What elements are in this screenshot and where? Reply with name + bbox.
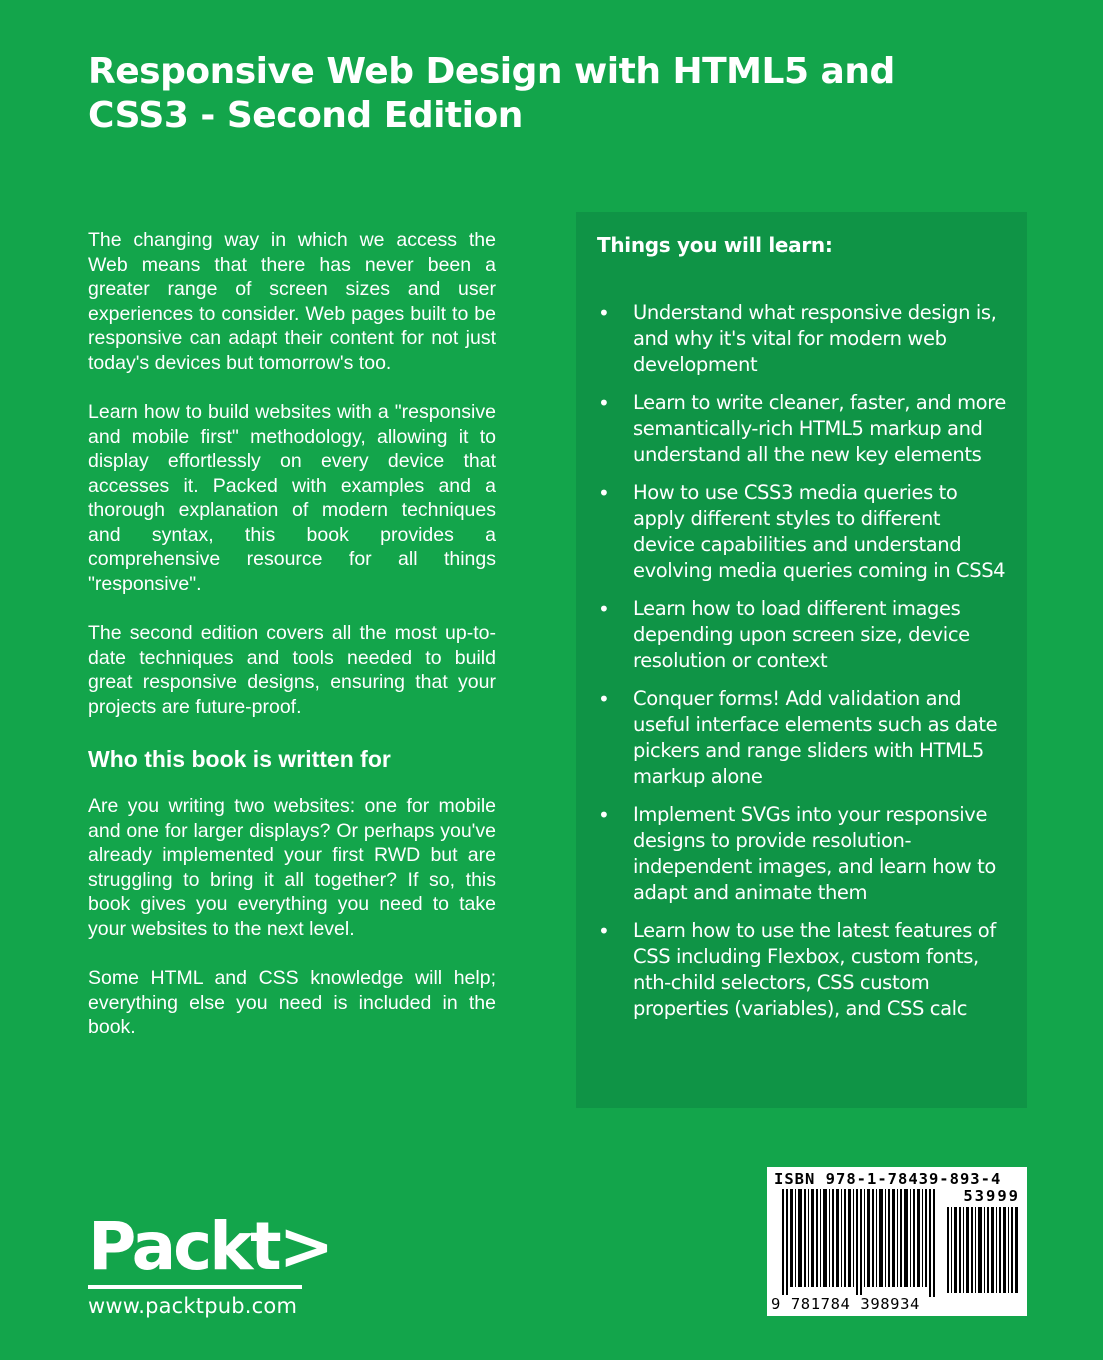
packt-logo-text: Packt> bbox=[88, 1208, 332, 1285]
bullet-icon: • bbox=[598, 481, 610, 505]
barcode-digits: 9 781784 398934 bbox=[771, 1295, 920, 1313]
description-paragraph-1: The changing way in which we access the Web means that there has never been a greater range of screen sizes and user experiences to consider. Web pages built to be responsive can adapt their content for not just today's devices but tomorrow's too. bbox=[88, 229, 496, 374]
bullet-icon: • bbox=[598, 919, 610, 943]
learn-panel bbox=[576, 212, 1027, 1108]
bullet-icon: • bbox=[598, 301, 610, 325]
logo-underline bbox=[88, 1285, 302, 1289]
learn-item-text: Learn how to use the latest features of CSS including Flexbox, custom fonts, nth-child selectors, CSS custom properties (variables), and CSS calc bbox=[633, 919, 996, 1020]
bullet-icon: • bbox=[598, 597, 610, 621]
description-paragraph-2: Learn how to build websites with a "responsive and mobile first" methodology, allowing it to display effortlessly on every device that accesses it. Packed with examples and a thorough explanation of modern techniques and syntax, this book provides a comprehensive resource for all things "responsive". bbox=[88, 401, 496, 595]
learn-item bbox=[597, 300, 1007, 378]
learn-item-text: Understand what responsive design is, and why it's vital for modern web development bbox=[633, 301, 997, 376]
learn-item bbox=[597, 480, 1007, 584]
learn-item bbox=[597, 802, 1007, 906]
bullet-icon: • bbox=[598, 687, 610, 711]
isbn-label: ISBN 978-1-78439-893-4 bbox=[774, 1170, 1002, 1188]
learn-item bbox=[597, 686, 1007, 790]
learn-item-text: Learn to write cleaner, faster, and more semantically-rich HTML5 markup and understand all the new key elements bbox=[633, 391, 1006, 466]
learn-item bbox=[597, 596, 1007, 674]
learn-item-text: Implement SVGs into your responsive designs to provide resolution-independent images, and learn how to adapt and animate them bbox=[633, 803, 996, 904]
audience-paragraph-2: Some HTML and CSS knowledge will help; everything else you need is included in the book. bbox=[88, 967, 496, 1038]
bullet-icon: • bbox=[598, 391, 610, 415]
learn-item-text: How to use CSS3 media queries to apply different styles to different device capabilities and understand evolving media queries coming in CSS4 bbox=[633, 481, 1006, 582]
learn-item bbox=[597, 918, 1007, 1022]
learn-list bbox=[597, 300, 1007, 1022]
publisher-url: www.packtpub.com bbox=[88, 1294, 298, 1318]
audience-heading: Who this book is written for bbox=[88, 746, 391, 772]
bullet-icon: • bbox=[598, 803, 610, 827]
price-code: 53999 bbox=[963, 1187, 1020, 1205]
learn-item-text: Conquer forms! Add validation and useful interface elements such as date pickers and range sliders with HTML5 markup alone bbox=[633, 687, 998, 788]
book-title: Responsive Web Design with HTML5 and CSS3 - Second Edition bbox=[88, 51, 895, 136]
packt-logo bbox=[88, 1208, 332, 1289]
description-column bbox=[88, 228, 496, 1065]
learn-heading: Things you will learn: bbox=[597, 233, 833, 257]
isbn-barcode bbox=[767, 1167, 1027, 1316]
audience-paragraph-1: Are you writing two websites: one for mobile and one for larger displays? Or perhaps you've already implemented your first RWD but are struggling to bring it all together? If so, this book gives you everything you need to take your websites to the next level. bbox=[88, 795, 496, 940]
barcode-addon-bars-icon bbox=[947, 1207, 1021, 1293]
description-paragraph-3: The second edition covers all the most up-to-date techniques and tools needed to build great responsive designs, ensuring that your projects are future-proof. bbox=[88, 622, 496, 718]
barcode-bars-icon bbox=[782, 1189, 942, 1297]
learn-item bbox=[597, 390, 1007, 468]
learn-item-text: Learn how to load different images depending upon screen size, device resolution or context bbox=[633, 597, 970, 672]
